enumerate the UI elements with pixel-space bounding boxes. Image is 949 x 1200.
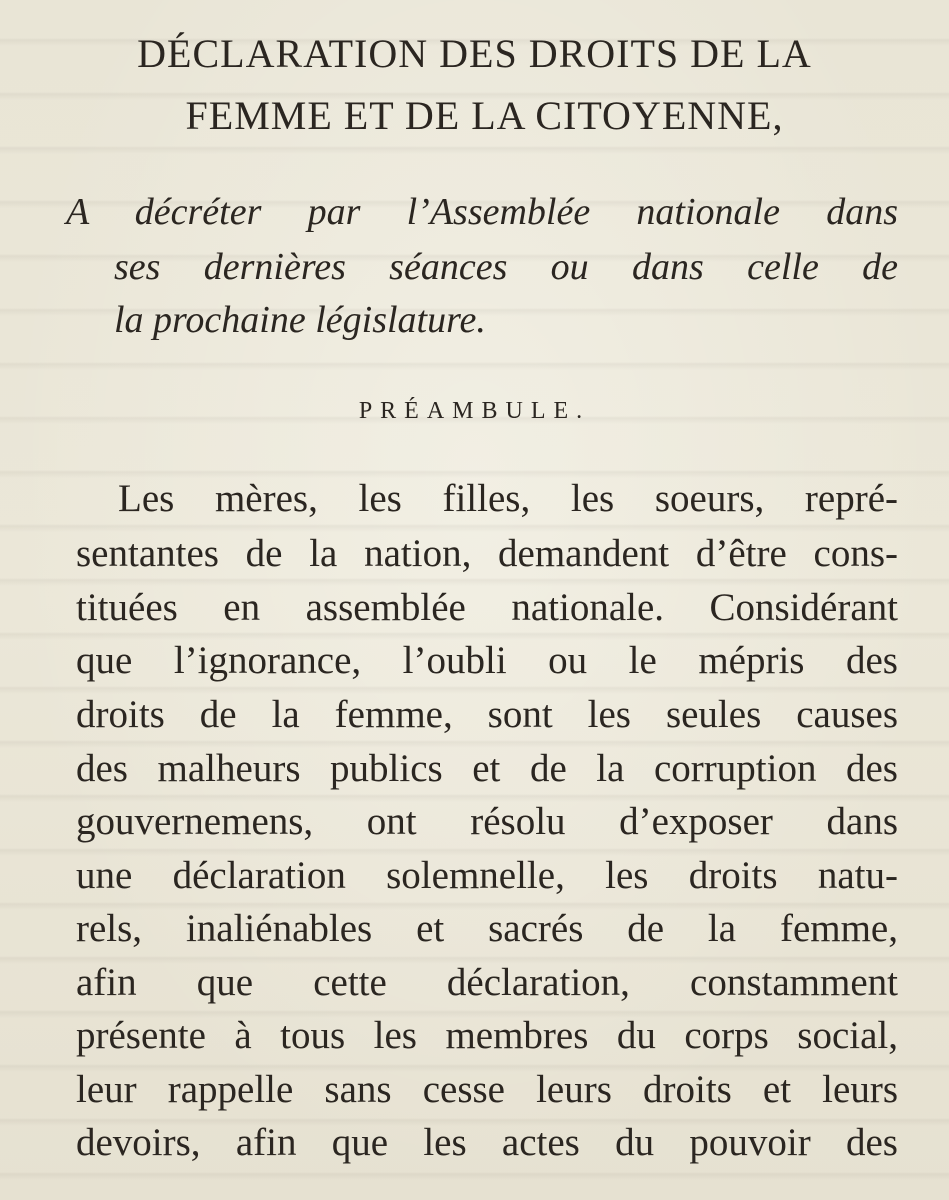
body-line: des malheurs publics et de la corruption des: [76, 747, 898, 790]
subtitle-line-2: ses dernières séances ou dans celle de: [114, 246, 898, 288]
body-line: sentantes de la nation, demandent d’être cons-: [76, 532, 898, 575]
body-line: gouvernemens, ont résolu d’exposer dans: [76, 800, 898, 843]
body-line: leur rappelle sans cesse leurs droits et leurs: [76, 1068, 898, 1111]
title-line-1: DÉCLARATION DES DROITS DE LA: [137, 31, 812, 76]
body-line: que l’ignorance, l’oubli ou le mépris des: [76, 639, 898, 682]
subtitle-line-3: la prochaine législature.: [114, 299, 486, 341]
body-line: rels, inaliénables et sacrés de la femme,: [76, 907, 898, 950]
subtitle-line-1: A décréter par l’Assemblée nationale dans: [66, 191, 898, 233]
section-heading-preamble: PRÉAMBULE.: [358, 398, 591, 424]
body-line: devoirs, afin que les actes du pouvoir des: [76, 1121, 898, 1164]
body-line: une déclaration solemnelle, les droits natu-: [76, 854, 898, 897]
body-line: tituées en assemblée nationale. Considérant: [76, 586, 898, 629]
body-line: Les mères, les filles, les soeurs, repré-: [118, 477, 898, 520]
body-line: afin que cette déclaration, constamment: [76, 961, 898, 1004]
body-line: droits de la femme, sont les seules causes: [76, 693, 898, 736]
title-line-2: FEMME ET DE LA CITOYENNE,: [185, 93, 784, 138]
body-line: présente à tous les membres du corps social,: [76, 1014, 898, 1057]
